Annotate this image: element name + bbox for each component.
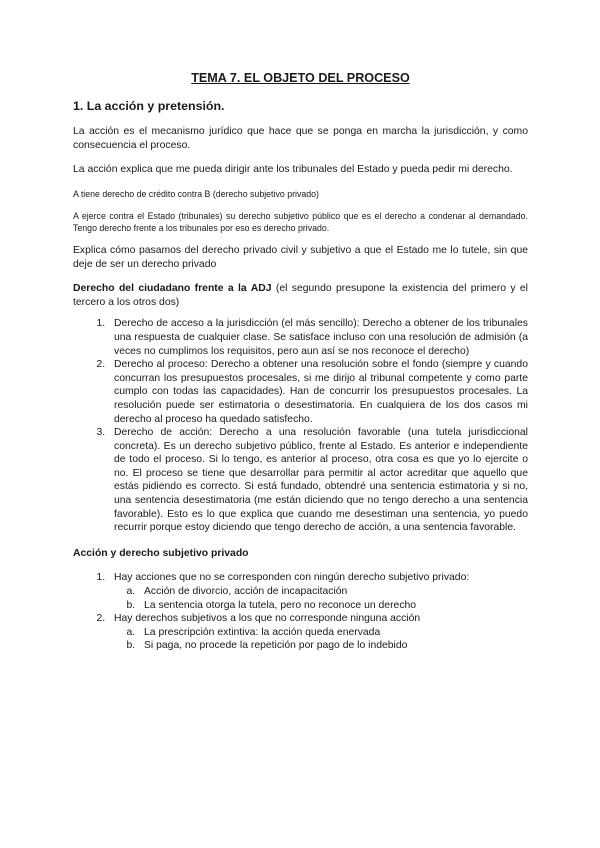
list-item-acciones-sin-derecho (108, 571, 528, 612)
paragraph-credito: A tiene derecho de crédito contra B (derecho subjetivo privado) (73, 188, 319, 199)
section-heading-accion: 1. La acción y pretensión. (73, 98, 225, 113)
accion-derecho-list (73, 571, 528, 653)
derecho-ciudadano-note: (el segundo presupone la existencia del primero y el tercero a los otros dos) (73, 283, 528, 308)
sub-list-item: b. Si paga, no procede la repetición por pago de lo indebido (138, 639, 528, 653)
list-item-proceso: 2. Derecho al proceso: Derecho a obtener una resolución sobre el fondo (siempre y cuando concurran los presupuestos procesales, si me dirijo al tribunal competente y como parte cumplo con todas las capacidades). Han de concurrir los presupuestos procesales. La resolución puede ser estimatoria o desestimatoria. En cualquiera de los dos casos mi derecho al proceso ha quedado satisfecho. (108, 358, 528, 426)
sub-list (114, 585, 528, 612)
paragraph-explica-paso: Explica cómo pasamos del derecho privado civil y subjetivo a que el Estado me lo tutele, sin que deje de ser un derecho privado (73, 244, 528, 270)
paragraph-accion-definicion: La acción es el mecanismo jurídico que hace que se ponga en marcha la jurisdicción, y como consecuencia el proceso. (73, 126, 528, 151)
sub-list (114, 626, 528, 653)
derechos-list (73, 317, 528, 535)
section-heading-accion-derecho: Acción y derecho subjetivo privado (73, 547, 249, 559)
paragraph-accion-explica: La acción explica que me pueda dirigir ante los tribunales del Estado y pueda pedir mi derecho. (73, 164, 513, 176)
paragraph-derecho-ciudadano (73, 282, 528, 309)
paragraph-ejerce: A ejerce contra el Estado (tribunales) su derecho subjetivo público que es el derecho a condenar al demandado. Tengo derecho frente a los tribunales por eso es derecho privado. (73, 210, 528, 233)
list-item-label: Hay derechos subjetivos a los que no corresponde ninguna acción (114, 613, 421, 625)
document-title: TEMA 7. EL OBJETO DEL PROCESO (191, 71, 410, 85)
list-item-derechos-sin-accion (108, 612, 528, 653)
derecho-ciudadano-label: Derecho del ciudadano frente a la ADJ (73, 283, 272, 295)
sub-list-item: a. Acción de divorcio, acción de incapacitación (138, 585, 528, 599)
sub-list-item: b. La sentencia otorga la tutela, pero no reconoce un derecho (138, 599, 528, 613)
list-item-acceso: 1. Derecho de acceso a la jurisdicción (el más sencillo): Derecho a obtener de los tribunales una respuesta de cualquier clase. Se satisface incluso con una resolución de admisión (a veces no cumplimos los requisitos, pero aun así se nos reconoce el derecho) (108, 317, 528, 358)
sub-list-item: a. La prescripción extintiva: la acción queda enervada (138, 626, 528, 640)
list-item-label: Hay acciones que no se corresponden con ningún derecho subjetivo privado: (114, 572, 470, 584)
list-item-accion: 3. Derecho de acción: Derecho a una resolución favorable (una tutela jurisdiccional concreta). Es un derecho subjetivo público, frente al Estado. Es anterior e independiente de todo el proceso. Si lo tengo, es anterior al proceso, otra cosa es que yo lo ejercite o no. El proceso se tiene que desarrollar para permitir al actor acreditar que aquello que estás pidiendo es correcto. Si está fundado, obtendré una sentencia estimatoria y si no, una sentencia desestimatoria (me están diciendo que no tengo derecho a una sentencia favorable). Esto es lo que explica que cuando me desestiman una sentencia, yo puedo recurrir porque estoy diciendo que tengo derecho de acción, a una sentencia favorable. (108, 426, 528, 535)
